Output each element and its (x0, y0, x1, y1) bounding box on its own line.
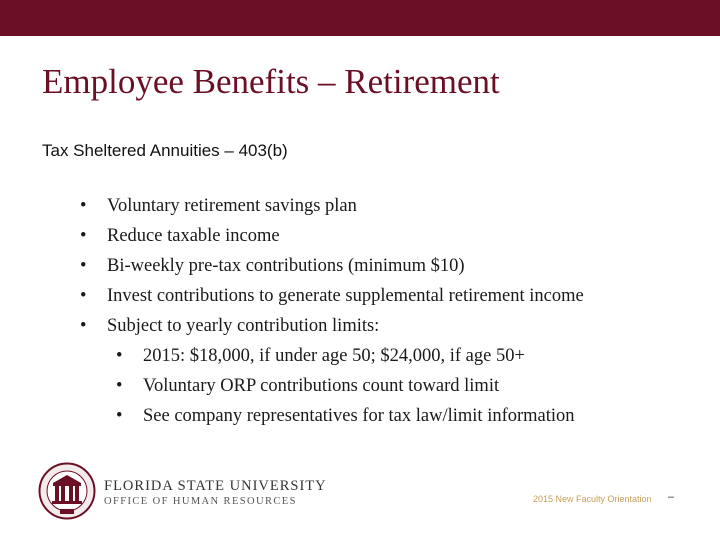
bullet-list (0, 191, 720, 431)
bullet-icon: • (116, 346, 123, 366)
sub-list-item (0, 401, 720, 431)
slide-title: Employee Benefits – Retirement (42, 62, 500, 101)
bullet-icon: • (116, 376, 123, 396)
list-item (0, 221, 720, 251)
bullet-icon: • (80, 196, 87, 216)
bullet-text: See company representatives for tax law/limit information (143, 406, 575, 426)
bullet-icon: • (80, 286, 87, 306)
sub-list-item (0, 371, 720, 401)
list-item (0, 311, 720, 341)
university-name: FLORIDA STATE UNIVERSITY (104, 478, 327, 494)
bullet-icon: • (116, 406, 123, 426)
bullet-icon: • (80, 256, 87, 276)
bullet-text: Voluntary ORP contributions count toward limit (143, 376, 500, 396)
top-bar (0, 0, 720, 36)
bullet-text: Bi-weekly pre-tax contributions (minimum $10) (107, 256, 465, 276)
bullet-text: Invest contributions to generate supplemental retirement income (107, 286, 584, 306)
bullet-text: Subject to yearly contribution limits: (107, 316, 380, 336)
list-item (0, 251, 720, 281)
bullet-text: Reduce taxable income (107, 226, 280, 246)
bullet-text: Voluntary retirement savings plan (107, 196, 357, 216)
footer-dash: – (668, 491, 675, 503)
sub-list-item (0, 341, 720, 371)
event-label: 2015 New Faculty Orientation (533, 494, 652, 504)
list-item (0, 281, 720, 311)
bullet-icon: • (80, 316, 87, 336)
fsu-seal-icon (38, 462, 96, 520)
bullet-icon: • (80, 226, 87, 246)
slide-subtitle: Tax Sheltered Annuities – 403(b) (42, 141, 288, 160)
bullet-text: 2015: $18,000, if under age 50; $24,000, if age 50+ (143, 346, 525, 366)
department-name: OFFICE OF HUMAN RESOURCES (104, 496, 297, 507)
list-item (0, 191, 720, 221)
